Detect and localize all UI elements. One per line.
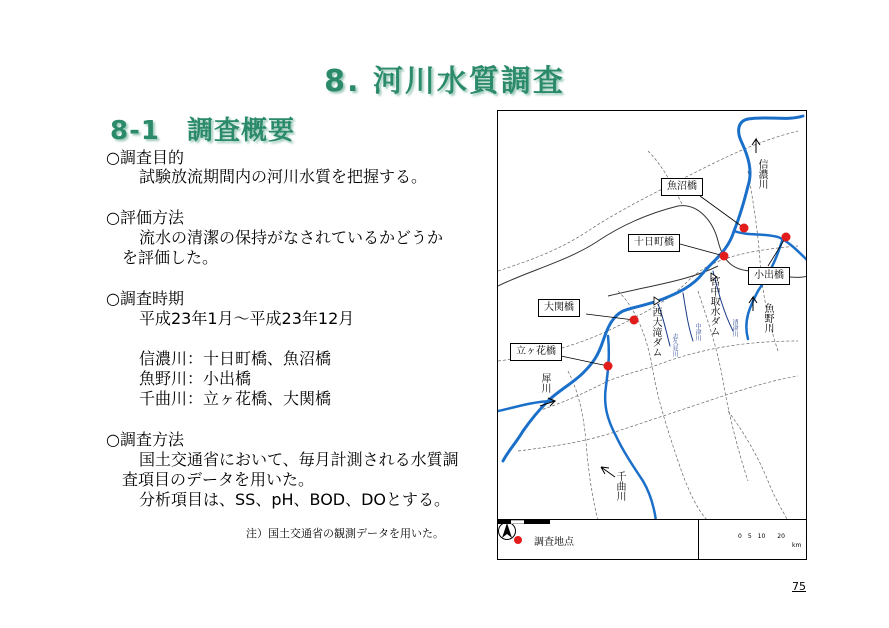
method-text-3: 分析項目は、SS、pH、BOD、DOとする。 xyxy=(139,490,451,509)
method-heading: ○調査方法 xyxy=(106,430,184,449)
station-tategahana xyxy=(604,362,613,371)
label-ozeki-bridge: 大関橋 xyxy=(538,299,580,317)
chikuma-river xyxy=(605,336,656,521)
survey-map xyxy=(497,110,807,560)
label-uono-river: 魚野川 xyxy=(762,303,773,333)
page-number: 75 xyxy=(792,580,806,593)
legend-divider xyxy=(698,520,699,560)
site-shinano: 信濃川：十日町橋、魚沼橋 xyxy=(139,349,332,368)
method-text-1: 国土交通省において、毎月計測される水質調 xyxy=(139,450,459,469)
site-uono: 魚野川：小出橋 xyxy=(139,369,252,388)
scale-bar-unit: km xyxy=(792,542,802,549)
label-tokamachi-bridge: 十日町橋 xyxy=(628,234,680,252)
station-tokamachi xyxy=(720,252,729,261)
tributary-1 xyxy=(683,293,693,341)
site-chikuma: 千曲川：立ヶ花橋、大関橋 xyxy=(139,389,332,408)
purpose-heading: ○調査目的 xyxy=(106,148,184,167)
data-source-note: 注）国土交通省の観測データを用いた。 xyxy=(246,527,444,540)
legend-station-label: 調査地点 xyxy=(534,537,574,548)
municipal-boundaries xyxy=(498,131,798,521)
period-heading: ○調査時期 xyxy=(106,289,184,308)
page-title: 8. 河川水質調査 xyxy=(324,64,565,99)
label-tategahana-bridge: 立ヶ花橋 xyxy=(510,343,562,361)
label-miyanaka-dam: 宮中取水ダム xyxy=(708,276,719,336)
eval-text-2: を評価した。 xyxy=(122,248,219,267)
section-subtitle: 8-1 調査概要 xyxy=(110,116,295,146)
period-text: 平成23年1月～平成23年12月 xyxy=(139,309,355,328)
station-koide xyxy=(782,233,791,242)
label-shinano-river: 信濃川 xyxy=(756,159,767,189)
label-sai-river: 犀川 xyxy=(539,373,550,393)
label-tributary-1: 中津川 xyxy=(694,323,701,341)
label-nishiotaki-dam: 西大滝ダム xyxy=(650,307,661,357)
label-uonuma-bridge: 魚沼橋 xyxy=(661,178,703,196)
scale-bar-numbers: 0 5 10 20 xyxy=(738,533,785,540)
scale-bar xyxy=(498,520,550,524)
label-tributary-2: 清津川 xyxy=(731,319,738,337)
label-koide-bridge: 小出橋 xyxy=(748,267,790,285)
eval-text-1: 流水の清潔の保持がなされているかどうか xyxy=(139,228,444,247)
station-uonuma xyxy=(740,224,749,233)
label-tributary-3: 志久見川 xyxy=(671,333,678,357)
eval-heading: ○評価方法 xyxy=(106,208,184,227)
map-legend xyxy=(498,519,806,560)
method-text-2: 査項目のデータを用いた。 xyxy=(122,470,315,489)
label-chikuma-river: 千曲川 xyxy=(614,471,625,501)
station-ozeki xyxy=(630,316,639,325)
purpose-text: 試験放流期間内の河川水質を把握する。 xyxy=(139,167,428,186)
